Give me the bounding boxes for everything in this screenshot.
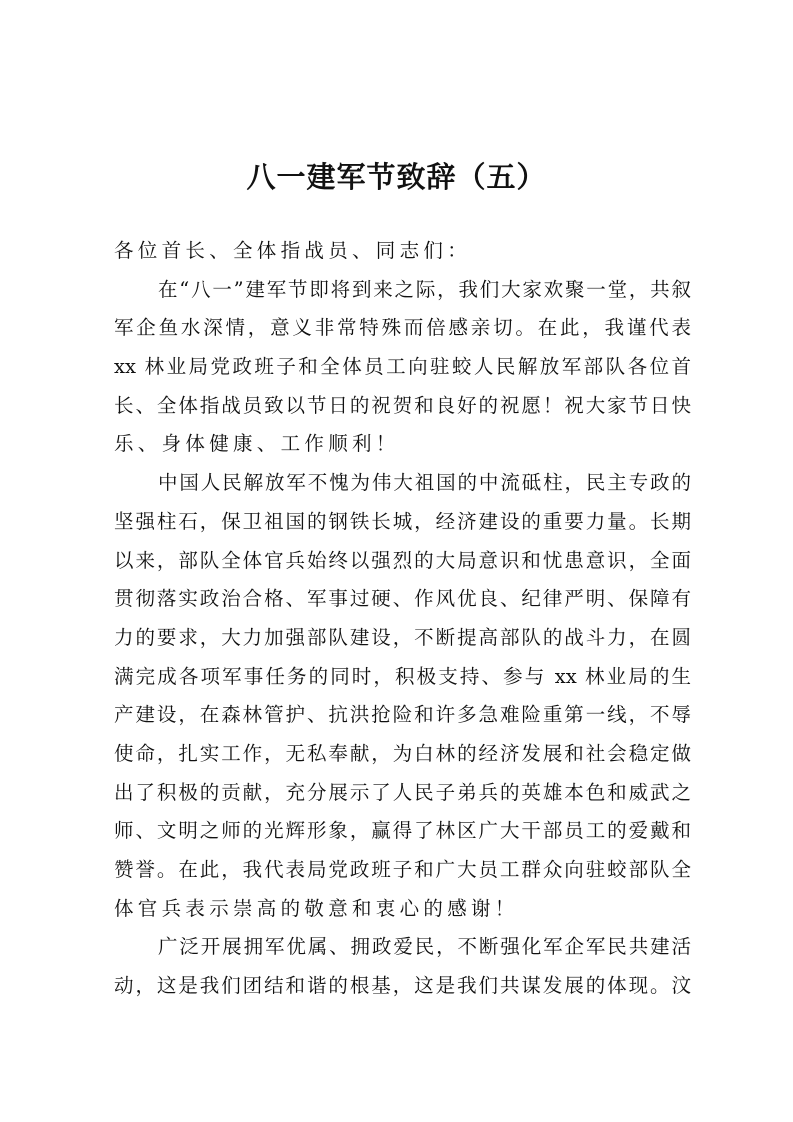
text-line: 力的要求，大力加强部队建设，不断提高部队的战斗力，在圆	[114, 625, 691, 649]
text-line: 广泛开展拥军优属、拥政爱民，不断强化军企军民共建活	[158, 935, 691, 959]
text-line: 体官兵表示崇高的敬意和衷心的感谢！	[114, 896, 519, 920]
text-line: 各位首长、全体指战员、同志们：	[114, 239, 472, 262]
text-line: 长、全体指战员致以节日的祝贺和良好的祝愿！祝大家节日快	[114, 393, 691, 417]
text-line: 中国人民解放军不愧为伟大祖国的中流砥柱，民主专政的	[158, 471, 691, 495]
text-line: 乐、身体健康、工作顺利！	[114, 432, 400, 456]
text-line: 坚强柱石，保卫祖国的钢铁长城，经济建设的重要力量。长期	[114, 509, 691, 533]
paragraph	[114, 928, 691, 1005]
text-line: 产建设，在森林管护、抗洪抢险和许多急难险重第一线，不辱	[114, 703, 691, 727]
text-line: 动，这是我们团结和谐的根基，这是我们共谋发展的体现。汶	[114, 974, 691, 998]
text-line: 在“八一”建军节即将到来之际，我们大家欢聚一堂，共叙	[158, 277, 691, 301]
text-line: 出了积极的贡献，充分展示了人民子弟兵的英雄本色和威武之	[114, 780, 691, 804]
document-title: 八一建军节致辞（五）	[246, 160, 547, 194]
text-line: 师、文明之师的光辉形象，赢得了林区广大干部员工的爱戴和	[114, 819, 691, 843]
text-line: 赞誉。在此，我代表局党政班子和广大员工群众向驻蛟部队全	[114, 858, 691, 881]
document-body	[114, 232, 691, 1006]
paragraph	[114, 271, 691, 464]
text-line: 使命，扎实工作，无私奉献，为白林的经济发展和社会稳定做	[114, 741, 691, 765]
paragraph	[114, 464, 691, 928]
text-line: 满完成各项军事任务的同时，积极支持、参与 xx 林业局的生	[114, 664, 691, 688]
text-line: 贯彻落实政治合格、军事过硬、作风优良、纪律严明、保障有	[114, 587, 691, 611]
text-line: 军企鱼水深情，意义非常特殊而倍感亲切。在此，我谨代表	[114, 316, 691, 340]
text-line: 以来，部队全体官兵始终以强烈的大局意识和忧患意识，全面	[114, 548, 691, 572]
paragraph	[114, 232, 691, 271]
text-line: xx 林业局党政班子和全体员工向驻蛟人民解放军部队各位首	[114, 355, 691, 379]
